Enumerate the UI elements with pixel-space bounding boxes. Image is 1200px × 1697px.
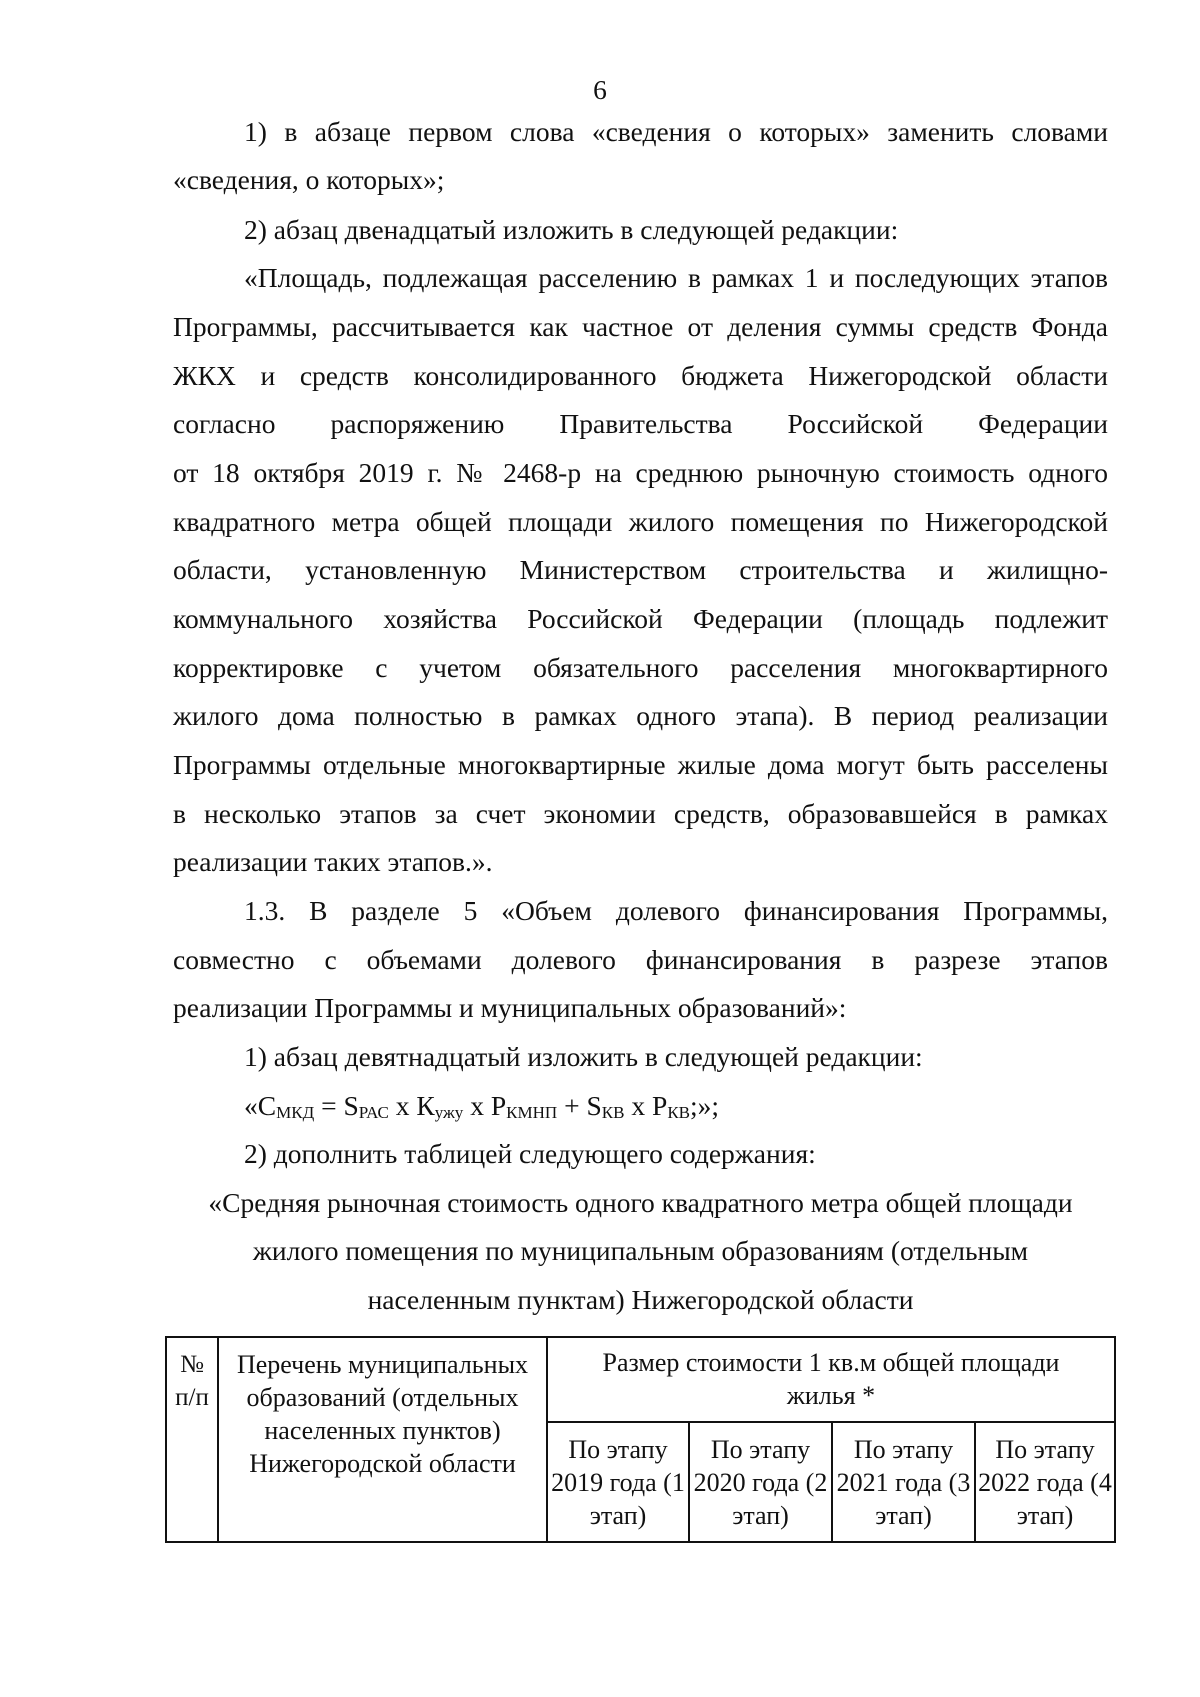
formula-subscript: КВ (601, 1103, 625, 1123)
header-cell-stage-2020: По этапу 2020 года (2 этап) (689, 1422, 832, 1542)
header-cell-stage-2021: По этапу 2021 года (3 этап) (832, 1422, 975, 1542)
header-cell-stage-2022: По этапу 2022 года (4 этап) (975, 1422, 1115, 1542)
formula-subscript: КВ (667, 1103, 691, 1123)
paragraph-line: «Площадь, подлежащая расселению в рамках 1 и последующих этапов (244, 262, 1108, 293)
paragraph-line: 2) дополнить таблицей следующего содержания: (244, 1138, 816, 1169)
page-number: 6 (593, 74, 607, 105)
paragraph-line: в несколько этапов за счет экономии средств, образовавшейся в рамках (173, 798, 1108, 829)
paragraph-line: реализации таких этапов.». (173, 846, 493, 877)
header-cell-cost: Размер стоимости 1 кв.м общей площади жилья * (547, 1337, 1115, 1422)
paragraph-line: 1) в абзаце первом слова «сведения о которых» заменить словами (244, 116, 1108, 147)
paragraph-line: корректировке с учетом обязательного расселения многоквартирного (173, 652, 1108, 683)
header-cell-municipalities: Перечень муниципальных образований (отдельных населенных пунктов) Нижегородской области (218, 1337, 547, 1542)
paragraph-line: жилого дома полностью в рамках одного этапа). В период реализации (173, 700, 1108, 731)
formula-line (244, 1089, 1108, 1130)
formula-text: х К (388, 1090, 435, 1121)
paragraph-line: области, установленную Министерством строительства и жилищно- (173, 554, 1108, 585)
formula-text: х Р (624, 1090, 668, 1121)
formula-text: «С (244, 1090, 277, 1121)
paragraph-line: 1.3. В разделе 5 «Объем долевого финансирования Программы, (244, 895, 1108, 926)
paragraph-line: реализации Программы и муниципальных образований»: (173, 992, 847, 1023)
formula-text: = S (314, 1090, 359, 1121)
formula-subscript: РАС (358, 1103, 389, 1123)
paragraph-line: коммунального хозяйства Российской Федерации (площадь подлежит (173, 603, 1108, 634)
paragraph-line: 2) абзац двенадцатый изложить в следующей редакции: (244, 214, 899, 245)
formula-subscript: ужу (434, 1103, 464, 1123)
paragraph-line: от 18 октября 2019 г. № 2468-р на среднюю рыночную стоимость одного (173, 457, 1108, 488)
paragraph-line: Программы отдельные многоквартирные жилые дома могут быть расселены (173, 749, 1108, 780)
formula-text: + S (557, 1090, 602, 1121)
header-cell-number: № п/п (166, 1337, 218, 1542)
formula-text: х Р (463, 1090, 507, 1121)
formula-subscript: КМНП (506, 1103, 558, 1123)
formula-subscript: МКД (276, 1103, 315, 1123)
table-caption: «Средняя рыночная стоимость одного квадратного метра общей площади (208, 1187, 1073, 1218)
paragraph-line: 1) абзац девятнадцатый изложить в следующей редакции: (244, 1041, 923, 1072)
paragraph-line: квадратного метра общей площади жилого помещения по Нижегородской (173, 506, 1108, 537)
paragraph-line: совместно с объемами долевого финансирования в разрезе этапов (173, 944, 1108, 975)
table-caption: жилого помещения по муниципальным образованиям (отдельным (252, 1235, 1029, 1266)
table-caption: населенным пунктам) Нижегородской области (367, 1284, 914, 1315)
paragraph-line: согласно распоряжению Правительства Российской Федерации (173, 408, 1108, 439)
paragraph-line: ЖКХ и средств консолидированного бюджета Нижегородской области (173, 360, 1108, 391)
paragraph-line: «сведения, о которых»; (173, 164, 445, 195)
formula-text: ;»; (690, 1090, 720, 1121)
cost-table (165, 1336, 1116, 1543)
paragraph-line: Программы, рассчитывается как частное от деления суммы средств Фонда (173, 311, 1108, 342)
header-cell-stage-2019: По этапу 2019 года (1 этап) (547, 1422, 689, 1542)
